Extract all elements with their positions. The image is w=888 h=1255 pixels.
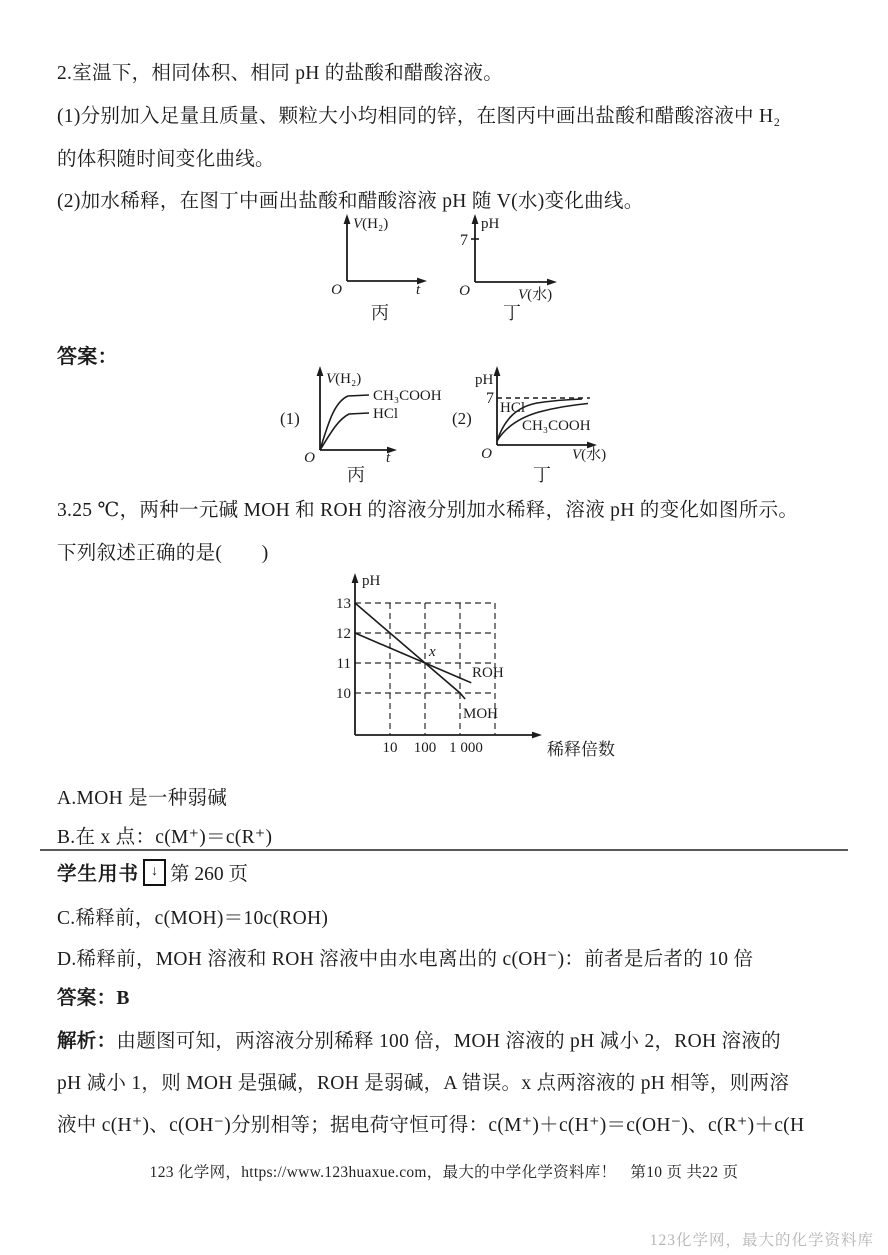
q3-line2: 下列叙述正确的是( ) [57, 543, 269, 564]
y-axis-arrow-icon [317, 366, 324, 376]
figure-caption: 丁 [533, 465, 551, 484]
x-axis-label: 稀释倍数 [547, 740, 615, 759]
blank-axes-bing-svg [296, 212, 436, 327]
y-tick-12: 12 [336, 626, 351, 642]
q2-line2: (1)分别加入足量且质量、颗粒大小均相同的锌，在图丙中画出盐酸和醋酸溶液中 H₂ [57, 106, 781, 127]
subfigure-index: (2) [452, 409, 472, 428]
y-axis-arrow-icon [352, 573, 359, 583]
answer-figure-2 [442, 362, 687, 489]
origin-label: O [459, 283, 470, 299]
q3-line1: 3.25 ℃，两种一元碱 MOH 和 ROH 的溶液分别加水稀释，溶液 pH 的变化如图所示。 [57, 500, 799, 521]
curve-label-bottom: HCl [373, 406, 399, 422]
q3-answer-label: 答案： [57, 988, 117, 1009]
analysis-line3: 液中 c(H⁺)、c(OH⁻)分别相等；据电荷守恒可得：c(M⁺)＋c(H⁺)＝c(OH⁻)、c(R⁺)＋c(H [57, 1115, 805, 1136]
analysis-label: 解析： [57, 1031, 117, 1052]
curve-label-top: HCl [500, 400, 526, 416]
figure-caption: 丙 [347, 465, 365, 484]
x-axis-arrow-icon [547, 279, 557, 286]
blank-figure-bing [296, 212, 436, 332]
series-label-moh: MOH [463, 706, 499, 722]
x-tick-100: 100 [413, 740, 437, 756]
y-axis-arrow-icon [494, 366, 501, 376]
blank-figure-ding [440, 212, 615, 332]
chart-x-point-label: x [429, 644, 436, 660]
blank-axes-ding-svg [440, 212, 615, 327]
q3-answer-value: B [116, 988, 130, 1009]
figure-caption: 丙 [371, 303, 389, 323]
x-axis-label: t [386, 450, 391, 466]
y-tick-7: 7 [486, 390, 494, 407]
y-axis-label: V(H₂) [353, 216, 389, 232]
student-book-page: 第 260 页 [170, 864, 249, 885]
page-divider [40, 849, 848, 851]
analysis-line1 [57, 1025, 781, 1053]
y-tick-7: 7 [460, 232, 468, 249]
y-tick-11: 11 [336, 656, 351, 672]
series-line-roh [355, 633, 471, 683]
down-arrow-box-icon: ↓ [143, 859, 166, 886]
series-line-moh [355, 603, 465, 699]
footer-site-text: 123 化学网，https://www.123huaxue.com，最大的中学化学资料库！ [149, 1164, 617, 1181]
origin-label: O [481, 446, 492, 462]
q2-line4: (2)加水稀释，在图丁中画出盐酸和醋酸溶液 pH 随 V(水)变化曲线。 [57, 191, 644, 212]
option-c: C.稀释前，c(MOH)＝10c(ROH) [57, 908, 329, 929]
series-label-roh: ROH [472, 665, 504, 681]
q2-line3: 的体积随时间变化曲线。 [57, 149, 275, 170]
curve-ch3cooh [320, 395, 369, 450]
x-axis-arrow-icon [532, 732, 542, 739]
y-tick-13: 13 [336, 596, 351, 612]
answer-figure-2-svg [442, 362, 687, 484]
footer-page-number: 第10 页 共22 页 [630, 1164, 739, 1181]
q3-dilution-chart [325, 570, 665, 770]
curve-label-top: CH₃COOH [373, 388, 442, 404]
analysis-line2: pH 减小 1，则 MOH 是强碱，ROH 是弱碱，A 错误。x 点两溶液的 pH 相等，则两溶 [57, 1073, 790, 1094]
x-tick-1000: 1 000 [449, 740, 483, 756]
figure-caption: 丁 [503, 303, 521, 323]
student-book-bar [57, 858, 248, 886]
y-tick-10: 10 [336, 686, 351, 702]
curve-hcl [320, 413, 369, 450]
x-axis-label: t [416, 282, 421, 298]
y-axis-label: pH [362, 573, 381, 589]
y-axis-arrow-icon [344, 214, 351, 224]
subfigure-index: (1) [280, 409, 300, 428]
q3-answer-line [57, 982, 130, 1010]
y-axis-label: V(H₂) [326, 371, 362, 387]
origin-label: O [331, 282, 342, 298]
q3-dilution-chart-svg [325, 570, 665, 765]
x-tick-10: 10 [382, 740, 398, 756]
student-book-prefix: 学生用书 [57, 863, 140, 885]
curve-label-bottom: CH₃COOH [522, 418, 591, 434]
y-axis-label: pH [475, 372, 494, 388]
option-d: D.稀释前，MOH 溶液和 ROH 溶液中由水电离出的 c(OH⁻)：前者是后者的 10 倍 [57, 949, 754, 970]
origin-label: O [304, 450, 315, 466]
page-footer [0, 1160, 888, 1182]
x-axis-label: V(水) [518, 287, 553, 303]
watermark-text: 123化学网，最大的化学资料库 [649, 1232, 874, 1249]
analysis-text1: 由题图可知，两溶液分别稀释 100 倍，MOH 溶液的 pH 减小 2，ROH 溶液的 [116, 1031, 781, 1052]
y-axis-label: pH [481, 216, 500, 232]
q2-answer-label: 答案： [57, 346, 118, 368]
option-b: B.在 x 点：c(M⁺)＝c(R⁺) [57, 827, 273, 848]
option-a: A.MOH 是一种弱碱 [57, 788, 228, 809]
y-axis-arrow-icon [472, 214, 479, 224]
x-axis-label: V(水) [572, 447, 607, 463]
q2-line1: 2.室温下，相同体积、相同 pH 的盐酸和醋酸溶液。 [57, 63, 504, 84]
